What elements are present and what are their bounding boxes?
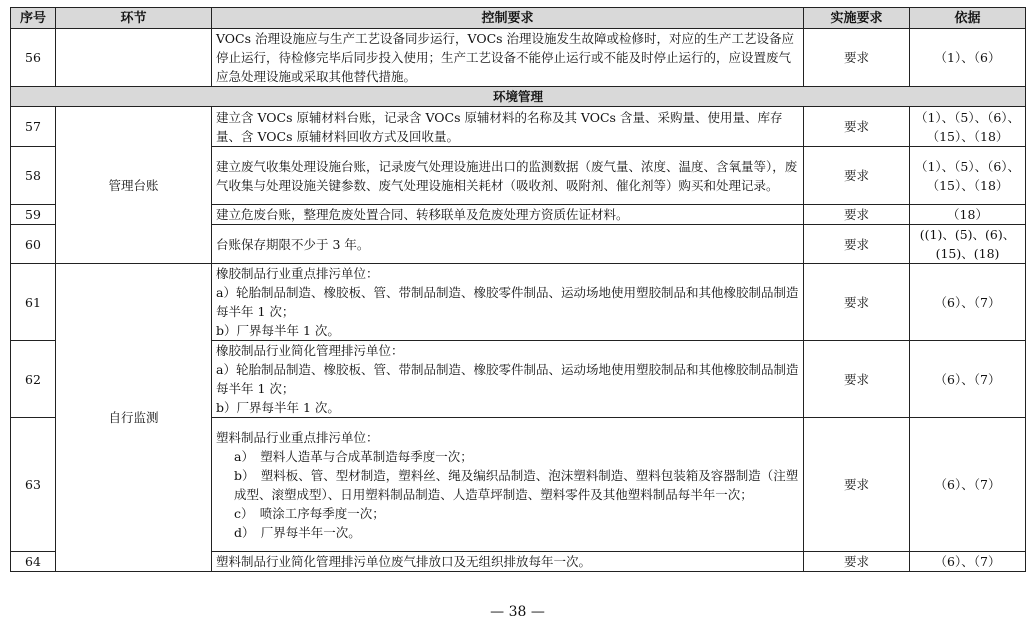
row-no: 57 [11, 107, 56, 147]
row-impl: 要求 [804, 29, 910, 87]
requirements-table [10, 7, 1026, 572]
table-row [11, 264, 1026, 341]
header-basis: 依据 [910, 8, 1026, 29]
row-basis: （1）、（5）、（6）、（15）、（18） [910, 107, 1026, 147]
text-line: 橡胶制品行业简化管理排污单位： [216, 343, 404, 358]
table-row [11, 29, 1026, 87]
text-line: 橡胶制品行业重点排污单位： [216, 266, 379, 281]
section-row [11, 87, 1026, 107]
row-basis: （6）、（7） [910, 552, 1026, 572]
section-title: 环境管理 [11, 87, 1026, 107]
row-basis: （1）、（5）、（6）、（15）、（18） [910, 147, 1026, 205]
row-impl: 要求 [804, 552, 910, 572]
stage-cell-empty [56, 29, 212, 87]
row-impl: 要求 [804, 225, 910, 264]
row-basis: （6）、（7） [910, 341, 1026, 418]
row-no: 61 [11, 264, 56, 341]
text-line: b）厂界每半年 1 次。 [216, 323, 340, 338]
text-line: c） 喷涂工序每季度一次； [234, 505, 385, 521]
page-number: — 38 — [490, 604, 545, 620]
row-text: VOCs 治理设施应与生产工艺设备同步运行，VOCs 治理设施发生故障或检修时，对应的生产工艺设备应停止运行，待检修完毕后同步投入使用；生产工艺设备不能停止运行或不能及时停止运行的，应设置废气应急处理设施或采取其他替代措施。 [212, 29, 804, 87]
row-impl: 要求 [804, 205, 910, 225]
group-ledger: 管理台账 [56, 107, 212, 264]
row-no: 62 [11, 341, 56, 418]
row-basis: （6）、（7） [910, 264, 1026, 341]
row-no: 64 [11, 552, 56, 572]
row-no: 58 [11, 147, 56, 205]
row-impl: 要求 [804, 107, 910, 147]
row-impl: 要求 [804, 264, 910, 341]
header-requirement: 控制要求 [212, 8, 804, 29]
row-no: 60 [11, 225, 56, 264]
row-no: 56 [11, 29, 56, 87]
row-no: 59 [11, 205, 56, 225]
header-row [11, 8, 1026, 29]
row-basis: （6）、（7） [910, 418, 1026, 552]
table-row [11, 107, 1026, 147]
row-text [212, 418, 804, 552]
group-monitoring: 自行监测 [56, 264, 212, 572]
header-stage: 环节 [56, 8, 212, 29]
row-text [212, 341, 804, 418]
row-text: 建立废气收集处理设施台账，记录废气处理设施进出口的监测数据（废气量、浓度、温度、含氧量等），废气收集与处理设施关键参数、废气处理设施相关耗材（吸收剂、吸附剂、催化剂等）购买和处理记录。 [212, 147, 804, 205]
header-no: 序号 [11, 8, 56, 29]
row-text: 建立含 VOCs 原辅材料台账，记录含 VOCs 原辅材料的名称及其 VOCs 含量、采购量、使用量、库存量、含 VOCs 原辅材料回收方式及回收量。 [212, 107, 804, 147]
row-text: 建立危废台账，整理危废处置合同、转移联单及危废处理方资质佐证材料。 [212, 205, 804, 225]
row-basis: ((1)、(5)、(6)、(15)、(18) [910, 225, 1026, 264]
row-basis: （1）、（6） [910, 29, 1026, 87]
row-text: 塑料制品行业简化管理排污单位废气排放口及无组织排放每年一次。 [212, 552, 804, 572]
text-line: b） 塑料板、管、型材制造，塑料丝、绳及编织品制造、泡沫塑料制造、塑料包装箱及容器制造（注塑成型、滚塑成型）、日用塑料制品制造、人造草坪制造、塑料零件及其他塑料制品每半年一次； [234, 467, 799, 502]
row-impl: 要求 [804, 418, 910, 552]
text-line: 塑料制品行业重点排污单位： [216, 429, 379, 445]
row-basis: （18） [910, 205, 1026, 225]
text-line: a） 塑料人造革与合成革制造每季度一次； [234, 448, 473, 464]
row-text: 台账保存期限不少于 3 年。 [212, 225, 804, 264]
text-line: a）轮胎制品制造、橡胶板、管、带制品制造、橡胶零件制品、运动场地使用塑胶制品和其他橡胶制品制造每半年 1 次； [216, 362, 799, 396]
text-line: a）轮胎制品制造、橡胶板、管、带制品制造、橡胶零件制品、运动场地使用塑胶制品和其他橡胶制品制造每半年 1 次； [216, 285, 799, 319]
text-line: b）厂界每半年 1 次。 [216, 400, 340, 415]
header-implementation: 实施要求 [804, 8, 910, 29]
row-impl: 要求 [804, 147, 910, 205]
row-text [212, 264, 804, 341]
row-no: 63 [11, 418, 56, 552]
text-line: d） 厂界每半年一次。 [234, 524, 361, 540]
row-impl: 要求 [804, 341, 910, 418]
